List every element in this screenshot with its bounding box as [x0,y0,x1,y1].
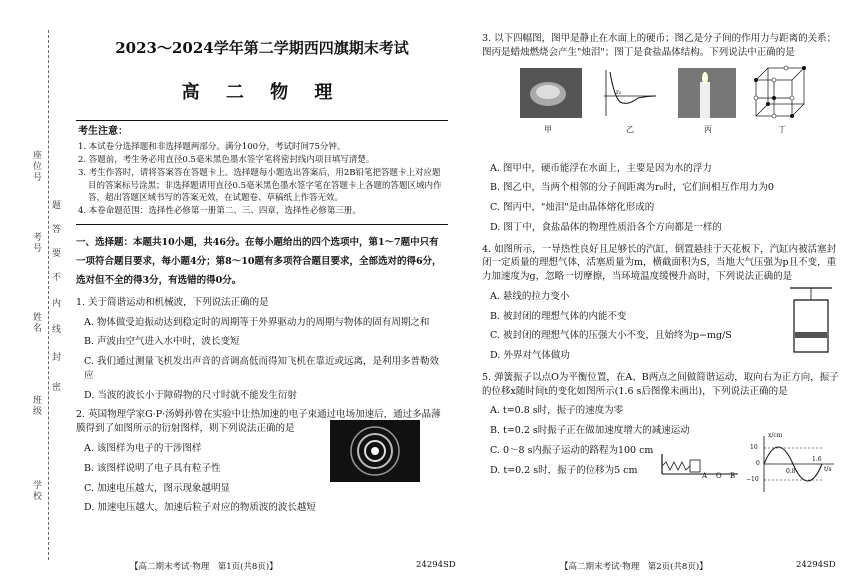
question-3-stem: 3. 以下四幅图，图甲是静止在水面上的硬币；图乙是分子间的作用力与距离的关系；图丙是蜡烛燃烧会产生"烛泪"；图丁是食盐晶体结构。下列说法中正确的是 [482,33,837,58]
page-2-footer: 【高二期末考试·物理 第2页(共8页)】 [560,562,708,572]
question-2-stem: 2. 英国物理学家G·P·汤姆孙曾在实验中让热加速的电子束通过电场加速后，通过多晶薄膜得到了如图所示的衍射图样，则下列说法正确的是 [76,409,441,435]
question-3-option: B. 图乙中，当两个相邻的分子间距离为r₀时，它们间相互作用力为0 [490,182,774,194]
question-3-option: C. 图丙中，"烛泪"是由晶体熔化形成的 [490,202,655,214]
coin-on-water-photo [520,68,582,118]
fig-label: 丁 [778,124,786,134]
axis-label-x: t/s [824,466,832,473]
molecular-force-graph [598,66,660,120]
seal-char: 封 [52,353,62,363]
seal-char: 答 [52,225,62,235]
fig-label: 甲 [544,124,552,134]
hanging-cylinder-figure [788,284,834,356]
question-2-option: C. 加速电压越大，图示现象越明显 [84,482,230,494]
question-1-stem: 1. 关于简谐运动和机械波，下列说法正确的是 [76,296,269,308]
page-1-footer: 【高二期末考试·物理 第1页(共8页)】 [130,562,278,572]
page-1-code: 24294SD [416,560,456,570]
field-seat-number: 座位号 [31,150,41,183]
exam-title: 2023～2024学年第二学期西四旗期末考试 [115,39,409,57]
salt-crystal-structure [750,64,810,120]
question-5-option: B. t=0.2 s时振子正在做加速度增大的减速运动 [490,425,690,437]
question-3-option: A. 图甲中，硬币能浮在水面上，主要是因为水的浮力 [490,162,712,174]
spring-oscillator-figure [660,452,740,480]
tick-y: 10 [750,444,758,451]
question-5-option: C. 0～8 s内振子运动的路程为100 cm [490,445,654,457]
diffraction-pattern-figure [330,420,420,482]
question-3-option: D. 图丁中，食盐晶体的物理性质沿各个方向都是一样的 [490,221,722,233]
seal-char: 要 [52,249,62,259]
seal-char: 密 [52,383,62,393]
point-label: O [716,472,722,480]
tick-x: 0.8 [786,468,796,475]
question-5-option: A. t=0.8 s时，振子的速度为零 [490,405,624,417]
field-class: 班级 [31,395,41,417]
question-1-option: A. 物体做受迫振动达到稳定时的周期等于外界驱动力的周期与物体的固有周期之和 [84,316,430,328]
notice-heading: 考生注意： [78,125,128,137]
question-3-figures [482,60,840,156]
question-1-option: B. 声波由空气进入水中时，波长变短 [84,336,240,348]
question-4-option: B. 被封闭的理想气体的内能不变 [490,310,627,322]
question-1-option: C. 我们通过测量飞机发出声音的音调高低而得知飞机在靠近或远离，是利用多普勒效应 [84,356,439,381]
notice-item: 2. 答题前，考生务必用直径0.5毫米黑色墨水签字笔将密封线内项目填写清楚。 [78,155,375,166]
question-2-option: A. 该图样为电子的干涉图样 [84,442,202,454]
page-1 [76,0,448,581]
seal-line [48,30,49,560]
question-2-option: D. 加速电压越大，加速后粒子对应的物质波的波长越短 [84,502,316,514]
page-2-code: 24294SD [796,560,836,570]
point-label: A [702,472,708,480]
field-exam-number: 考号 [31,232,41,254]
notice-box [76,120,448,225]
tick-y: 0 [756,460,760,467]
fig-label: 丙 [704,124,712,134]
notice-item: 1. 本试卷分选择题和非选择题两部分。满分100分，考试时间75分钟。 [78,142,346,153]
notice-item: 3. 考生作答时，请将答案答在答题卡上。选择题每小题选出答案后，用2B铅笔把答题卡上对应题目的答案标号涂黑；非选择题请用直径0.5毫米黑色墨水签字笔在答题卡上各题的答题区域内作答，超出答题区域书写的答案无效，在试题卷、草稿纸上作答无效。 [78,167,442,204]
question-4-stem: 4. 如图所示，一导热性良好且足够长的汽缸，倒置悬挂于天花板下，汽缸内被活塞封闭一定质量的理想气体，活塞质量为m，横截面积为S，当地大气压强为p且不变，重力加速度为g，忽略一切摩擦，当环境温度缓慢升高时，下列说法正确的是 [482,243,837,283]
seal-char: 题 [52,201,62,211]
seal-char: 线 [52,325,62,335]
candle-photo [678,68,736,118]
svg-text:r₀: r₀ [616,88,622,96]
section-heading: 一、选择题：本题共10小题，共46分。在每小题给出的四个选项中，第1～7题中只有一项符合题目要求，每小题4分；第8～10题有多项符合题目要求，全部选对的得6分，选对但不全的得3分，有选错的得0分。 [76,236,442,286]
notice-item: 4. 本卷命题范围：选择性必修第一册第二、三、四章，选择性必修第三册。 [78,206,361,217]
displacement-time-graph [746,432,838,496]
field-name: 姓名 [31,312,41,334]
question-5-option: D. t=0.2 s时，振子的位移为5 cm [490,464,638,476]
axis-label-y: x/cm [768,432,783,439]
binding-strip [0,0,62,581]
point-label: B [730,472,736,480]
question-1-option: D. 当波的波长小于障碍物的尺寸时就不能发生衍射 [84,389,297,401]
question-5-stem: 5. 弹簧振子以点O为平衡位置，在A、B两点之间做简谐运动，取向右为正方向，振子的位移x随时间t的变化如图所示(1.6 s后图像未画出)，下列说法正确的是 [482,371,839,397]
tick-y: −10 [746,476,759,483]
question-4-option: A. 悬线的拉力变小 [490,290,570,302]
field-school: 学校 [31,480,41,502]
seal-char: 不 [52,273,62,283]
question-4-option: C. 被封闭的理想气体的压强大小不变，且始终为p−mg/S [490,330,732,342]
question-4-option: D. 外界对气体做功 [490,350,570,362]
tick-x: 1.6 [812,456,822,463]
question-2-option: B. 该图样说明了电子具有粒子性 [84,462,221,474]
subject-title: 高 二 物 理 [181,81,343,103]
seal-char: 内 [52,299,62,309]
fig-label: 乙 [626,124,634,134]
